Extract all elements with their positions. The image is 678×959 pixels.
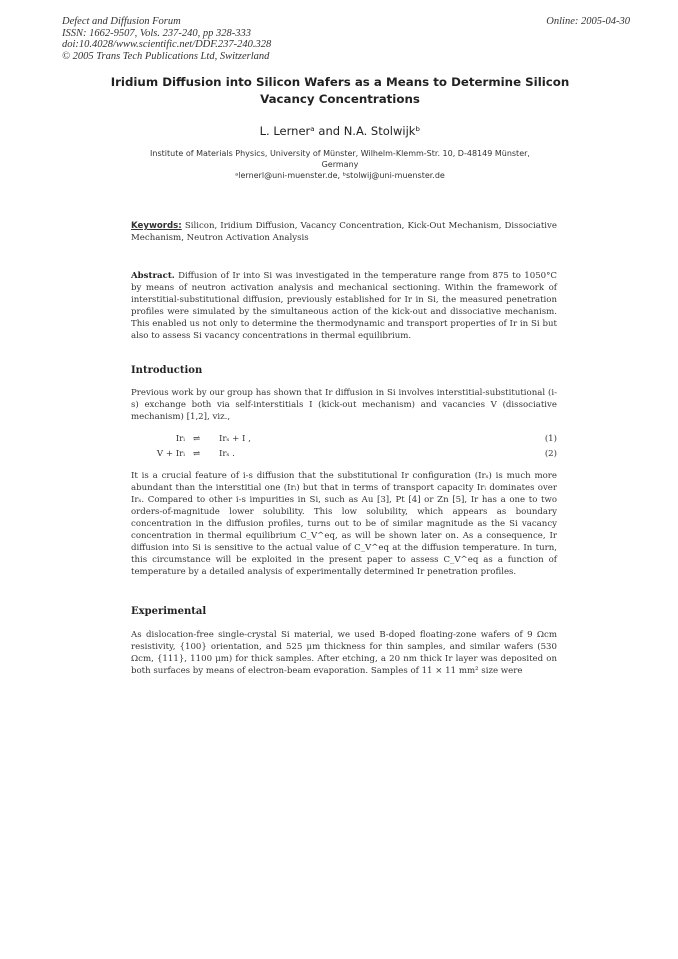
equation-2-rhs: Irₛ . bbox=[219, 449, 235, 459]
journal-header bbox=[62, 16, 271, 62]
doi-line: doi:10.4028/www.scientific.net/DDF.237-240.328 bbox=[62, 39, 272, 50]
affiliation-line-1: Institute of Materials Physics, University of Münster, Wilhelm-Klemm-Str. 10, D-48149 Münster, bbox=[150, 149, 530, 158]
introduction-para-1: Previous work by our group has shown that Ir diffusion in Si involves interstitial-substitutional (i-s) exchange both via self-interstitials I (kick-out mechanism) and vacancies V (dissociative mechanism) [1,2], viz., bbox=[131, 388, 557, 422]
author-emails: ᵃlernerl@uni-muenster.de, ᵇstolwij@uni-muenster.de bbox=[235, 171, 445, 180]
affiliation bbox=[140, 148, 540, 181]
equation-1-arrow: ⇌ bbox=[193, 434, 201, 444]
online-date: Online: 2005-04-30 bbox=[546, 16, 630, 27]
authors: L. Lernerᵃ and N.A. Stolwijkᵇ bbox=[259, 124, 421, 138]
equation-2-number: (2) bbox=[544, 449, 557, 459]
abstract-label: Abstract. bbox=[131, 271, 175, 281]
affiliation-line-2: Germany bbox=[321, 160, 359, 169]
keywords-block bbox=[131, 220, 557, 244]
issn-line: ISSN: 1662-9507, Vols. 237-240, pp 328-333 bbox=[62, 27, 251, 39]
equation-2-arrow: ⇌ bbox=[193, 449, 201, 459]
copyright-line: © 2005 Trans Tech Publications Ltd, Switzerland bbox=[62, 50, 270, 62]
keywords-label: Keywords: bbox=[131, 221, 182, 231]
introduction-heading: Introduction bbox=[131, 365, 203, 376]
equation-1-rhs: Irₛ + I , bbox=[219, 434, 251, 444]
abstract-block bbox=[131, 270, 557, 342]
paper-title: Iridium Diffusion into Silicon Wafers as a Means to Determine Silicon Vacancy Concentrations bbox=[110, 75, 570, 106]
equation-1-number: (1) bbox=[544, 434, 557, 444]
journal-name: Defect and Diffusion Forum bbox=[62, 16, 181, 27]
experimental-para-1: As dislocation-free single-crystal Si material, we used B-doped floating-zone wafers of 9 Ωcm resistivity, {100} orientation, and 525 μm thickness for thin samples, and similar wafers (530 Ωcm, {111}, 1100 μm) for thick samples. After etching, a 20 nm thick Ir layer was deposited on both surfaces by means of electron-beam evaporation. Samples of 11 × 11 mm² size were bbox=[131, 630, 557, 676]
equation-1 bbox=[131, 434, 557, 447]
keywords-text: Silicon, Iridium Diffusion, Vacancy Concentration, Kick-Out Mechanism, Dissociative Mechanism, Neutron Activation Analysis bbox=[131, 221, 557, 243]
introduction-para-2: It is a crucial feature of i-s diffusion that the substitutional Ir configuration (Irₛ) is much more abundant than the interstitial one (Irᵢ) but that in terms of transport capacity Irᵢ dominates over Irₛ. Compared to other i-s impurities in Si, such as Au [3], Pt [4] or Zn [5], Ir has a one to two orders-of-magnitude lower solubility. This low solubility, which appears as boundary concentration in the diffusion profiles, turns out to be of similar magnitude as the Si vacancy concentration in thermal equilibrium C_V^eq, as will be shown later on. As a consequence, Ir diffusion into Si is sensitive to the actual value of C_V^eq at the diffusion temperature. In turn, this circumstance will be exploited in the present paper to assess C_V^eq as a function of temperature by a detailed analysis of experimentally determined Ir penetration profiles. bbox=[131, 471, 557, 577]
equation-2 bbox=[131, 449, 557, 462]
equation-2-lhs: V + Irᵢ bbox=[156, 449, 185, 459]
experimental-heading: Experimental bbox=[131, 606, 207, 617]
abstract-text: Diffusion of Ir into Si was investigated in the temperature range from 875 to 1050°C by means of neutron activation analysis and mechanical sectioning. Within the framework of interstitial-substitutional diffusion, previously established for Ir in Si, the measured penetration profiles were simulated by the simultaneous action of the kick-out and dissociative mechanism. This enabled us not only to determine the thermodynamic and transport properties of Ir in Si but also to assess Si vacancy concentrations in thermal equilibrium. bbox=[131, 271, 558, 341]
equation-1-lhs: Irᵢ bbox=[175, 434, 185, 444]
